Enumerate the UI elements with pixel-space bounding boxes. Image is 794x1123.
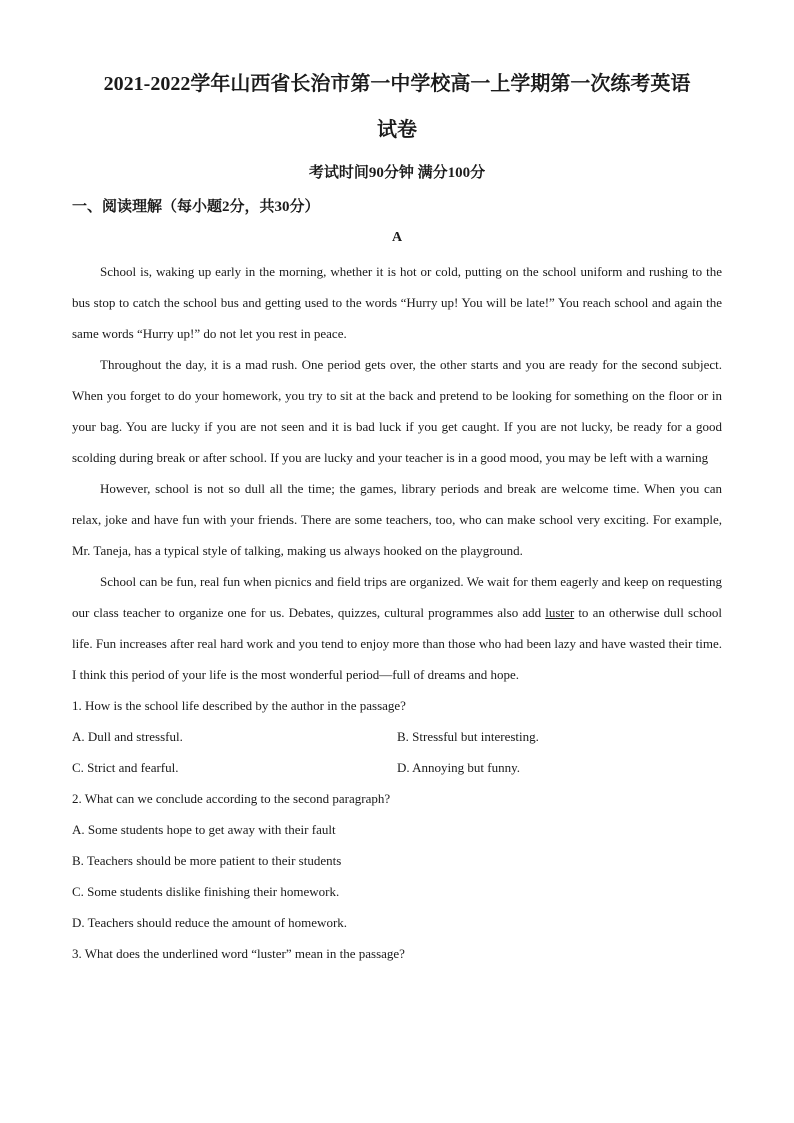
- question-stem: 1. How is the school life described by the author in the passage?: [72, 698, 406, 713]
- passage-paragraph-3: However, school is not so dull all the time; the games, library periods and break are welcome time. When you can relax, joke and have fun with your friends. There are some teachers, too, who can make school very exciting. For example, Mr. Taneja, has a typical style of talking, making us always hooked on the playground.: [72, 481, 722, 558]
- reading-passage: [72, 256, 722, 690]
- title-line-2: 试卷: [377, 119, 417, 141]
- paragraph-4-text-after: to an otherwise dull school life. Fun increases after real hard work and you tend to enjoy more than those who had been lazy and have wasted their time. I think this period of your life is the most wonderful period—full of dreams and hope.: [72, 605, 722, 682]
- options-row: [72, 752, 722, 783]
- passage-paragraph-4: [72, 566, 722, 690]
- option-c: C. Some students dislike finishing their homework.: [72, 884, 340, 899]
- question-stem: 2. What can we conclude according to the second paragraph?: [72, 791, 391, 806]
- exam-time-score: 考试时间90分钟 满分100分: [308, 165, 486, 181]
- question-stem: 3. What does the underlined word “luster” mean in the passage?: [72, 946, 405, 961]
- option-d: D. Annoying but funny.: [397, 760, 521, 775]
- title-line-1: 2021-2022学年山西省长治市第一中学校高一上学期第一次练考英语: [103, 73, 691, 95]
- option-a: A. Dull and stressful.: [72, 729, 183, 744]
- question-2: [72, 783, 722, 938]
- option-b: B. Teachers should be more patient to their students: [72, 853, 342, 868]
- question-3: [72, 938, 722, 969]
- option-a: A. Some students hope to get away with their fault: [72, 822, 336, 837]
- option-c: C. Strict and fearful.: [72, 760, 179, 775]
- options-row: [72, 721, 722, 752]
- question-1: [72, 690, 722, 783]
- passage-paragraph-2: Throughout the day, it is a mad rush. One period gets over, the other starts and you are ready for the second subject. When you forget to do your homework, you try to sit at the back and pretend to be looking for something on the floor or in your bag. You are lucky if you are not seen and it is bad luck if you get caught. If you are not lucky, be ready for a good scolding during break or after school. If you are lucky and your teacher is in a good mood, you may be left with a warning: [72, 357, 722, 465]
- section-heading: 一、阅读理解（每小题2分，共30分）: [72, 199, 320, 215]
- option-b: B. Stressful but interesting.: [397, 729, 539, 744]
- option-d: D. Teachers should reduce the amount of homework.: [72, 915, 348, 930]
- paragraph-4-text-before: School can be fun, real fun when picnics and field trips are organized. We wait for them eagerly and keep on requesting our class teacher to organize one for us. Debates, quizzes, cultural programmes also add: [72, 574, 722, 620]
- passage-label: A: [391, 230, 403, 245]
- passage-paragraph-1: School is, waking up early in the morning, whether it is hot or cold, putting on the school uniform and rushing to the bus stop to catch the school bus and getting used to the words “Hurry up! You will be late!” You reach school and again the same words “Hurry up!” do not let you rest in peace.: [72, 264, 722, 341]
- underlined-word: luster: [545, 605, 575, 620]
- exam-title: [72, 66, 722, 148]
